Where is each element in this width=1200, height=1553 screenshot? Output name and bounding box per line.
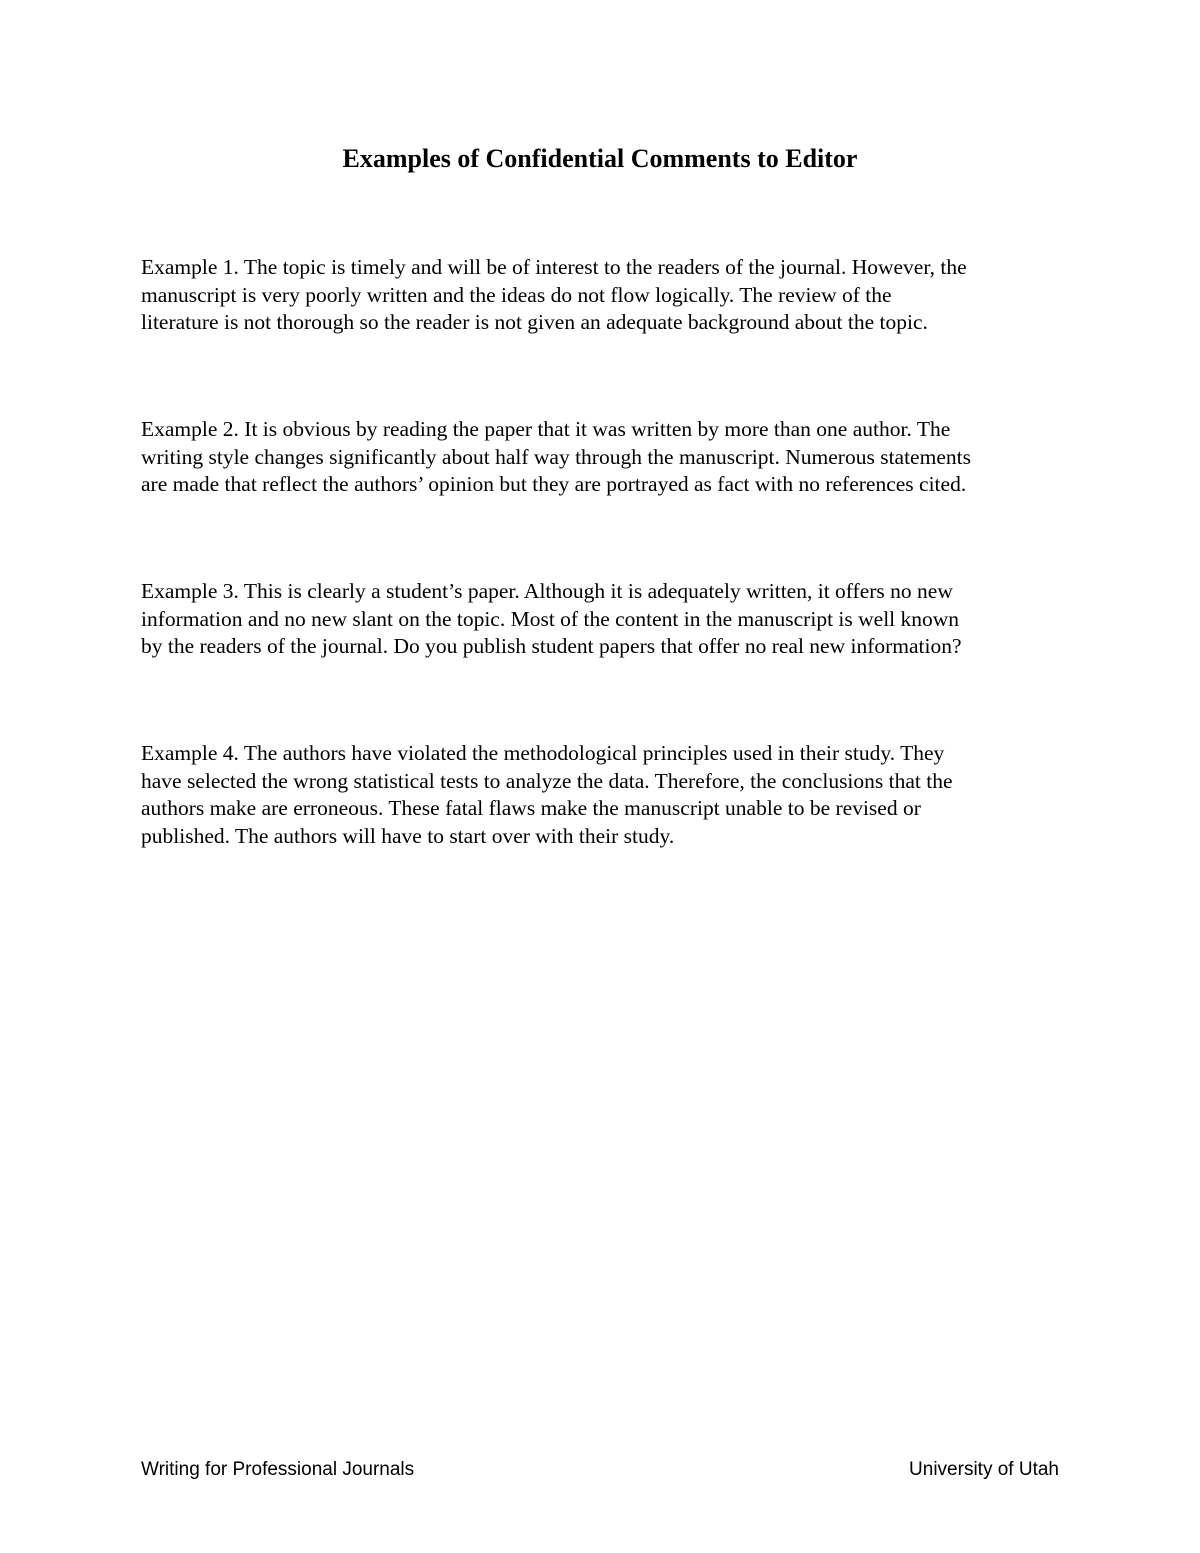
example-3-line-2: information and no new slant on the topic. Most of the content in the manuscript is well known [141,606,960,631]
example-1-line-3: literature is not thorough so the reader is not given an adequate background about the topic. [141,310,928,334]
example-2-line-3: are made that reflect the authors’ opinion but they are portrayed as fact with no references cited. [141,472,967,496]
footer-institution: University of Utah [909,1459,1059,1480]
example-4-line-4: published. The authors will have to start over with their study. [141,823,675,848]
example-4-line-1: Example 4. The authors have violated the methodological principles used in their study. They [141,741,945,765]
example-3-paragraph [141,578,1071,661]
page-title: Examples of Confidential Comments to Editor [342,144,858,173]
example-3-line-3: by the readers of the journal. Do you publish student papers that offer no real new information? [141,634,962,658]
example-3-line-1: Example 3. This is clearly a student’s paper. Although it is adequately written, it offers no new [141,579,953,603]
example-4-paragraph [141,740,1071,850]
example-2-paragraph [141,416,1071,499]
example-2-line-2: writing style changes significantly about half way through the manuscript. Numerous statements [141,444,971,469]
footer-course-name: Writing for Professional Journals [141,1459,415,1480]
example-2-line-1: Example 2. It is obvious by reading the paper that it was written by more than one author. The [141,417,951,441]
example-1-line-1: Example 1. The topic is timely and will be of interest to the readers of the journal. However, the [141,255,967,279]
example-1-paragraph [141,254,1071,337]
example-1-line-2: manuscript is very poorly written and the ideas do not flow logically. The review of the [141,282,892,307]
example-4-line-3: authors make are erroneous. These fatal flaws make the manuscript unable to be revised or [141,796,921,820]
example-4-line-2: have selected the wrong statistical tests to analyze the data. Therefore, the conclusions that the [141,768,953,793]
